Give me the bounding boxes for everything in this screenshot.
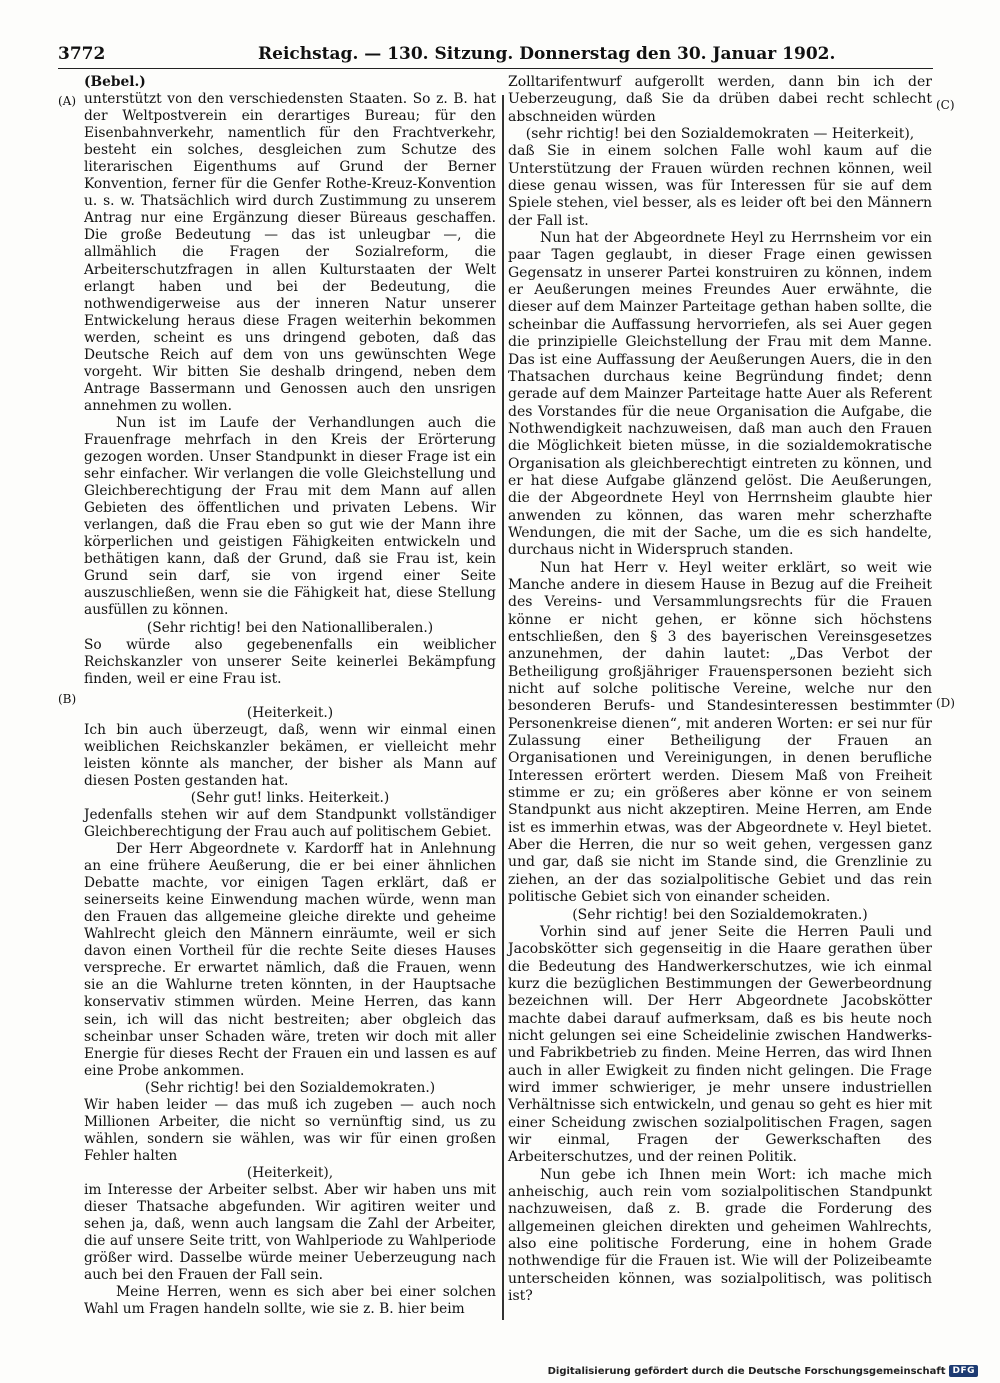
- right-column-paragraph: Nun hat Herr v. Heyl weiter erklärt, so weit wie Manche andere in diesem Hause in Bezug auf die Freiheit des Vereins- und Versammlungsrechts für die Frauen könne er nicht gehen, er könne sich höchstens entschließen, den § 3 des bayerischen Vereinsgesetzes anzunehmen, der dahin lautet: „Das Verbot der Betheiligung großjähriger Frauenspersonen bezieht sich nicht auf solche politische Vereine, welche nur den besonderen Berufs- und Standesinteressen bestimmter Personenkreise dienen“, mit anderen Worten: er sei nur für Zulassung einer Betheiligung der Frauen an Organisationen und Vereinigungen, in denen berufliche Interessen erörtert werden. Diesem Maß von Freiheit stimme er zu; ein größeres aber könne er von seinem Standpunkt aus nicht akzeptiren. Meine Herren, am Ende ist es immerhin etwas, was der Abgeordnete v. Heyl bietet. Aber die Herren, die nur so weit gehen, vergessen ganz und gar, daß sie nicht im Stande sind, die Grenzlinie zu ziehen, an der das sozialpolitische Gebiet und das rein politische Gebiet sich von einander scheiden.: [508, 559, 932, 906]
- left-column-interjection: (Sehr richtig! bei den Sozialdemokraten.): [144, 1079, 436, 1096]
- left-column-paragraph: So würde also gegebenenfalls ein weiblicher Reichskanzler von unserer Seite keinerlei Bekämpfung finden, weil er eine Frau ist.: [84, 636, 496, 687]
- right-column-paragraph: Zolltarifentwurf aufgerollt werden, dann bin ich der Ueberzeugung, daß Sie da drüben dabei recht schlecht abschneiden würden: [508, 74, 932, 125]
- right-column-interjection: (sehr richtig! bei den Sozialdemokraten — Heiterkeit),: [525, 126, 915, 143]
- right-column-interjection: (Sehr richtig! bei den Sozialdemokraten.): [572, 906, 868, 923]
- left-column-interjection: (Heiterkeit),: [246, 1164, 334, 1181]
- margin-marker-d: (D): [936, 696, 955, 710]
- left-column-interjection: (Sehr gut! links. Heiterkeit.): [190, 789, 390, 806]
- left-column: [84, 74, 496, 1318]
- margin-marker-b: (B): [58, 692, 77, 706]
- left-column-paragraph: Ich bin auch überzeugt, daß, wenn wir einmal einen weiblichen Reichskanzler bekämen, er vielleicht mehr leisten könnte als mancher, der bisher als Mann auf diesen Posten gestanden hat.: [84, 721, 496, 789]
- margin-marker-a: (A): [58, 94, 77, 108]
- left-column-paragraph: Der Herr Abgeordnete v. Kardorff hat in Anlehnung an eine frühere Aeußerung, die er bei einer ähnlichen Debatte machte, vor einigen Tagen erklärt, daß er seinerseits keine Einwendung machen würde, wenn man den Frauen das allgemeine gleiche direkte und geheime Wahlrecht gleich den Männern einräumte, weil er sich davon einen Vortheil für die rechte Seite dieses Hauses verspreche. Er erwartet nämlich, daß die Frauen, wenn sie an die Wahlurne treten könnten, in der Hauptsache konservativ stimmen würden. Meine Herren, das kann sein, ich will das nicht bestreiten; aber obgleich das scheinbar unser Schaden wäre, treten wir doch mit aller Energie für dieses Recht der Frauen ein und lassen es auf eine Probe ankommen.: [84, 841, 496, 1079]
- footer-text: Digitalisierung gefördert durch die Deutsche Forschungsgemeinschaft: [547, 1365, 946, 1377]
- page-number: 3772: [58, 44, 106, 64]
- left-column-interjection: (Sehr richtig! bei den Nationalliberalen.): [146, 619, 434, 636]
- running-title: Reichstag. — 130. Sitzung. Donnerstag den 30. Januar 1902.: [258, 44, 836, 64]
- right-column-paragraph: daß Sie in einem solchen Falle wohl kaum auf die Unterstützung der Frauen würden rechnen können, weil diese genau wissen, was für Interessen für sie auf dem Spiele stehen, viel besser, als es leider oft bei den Männern der Fall ist.: [508, 143, 932, 229]
- left-column-paragraph: unterstützt von den verschiedensten Staaten. So z. B. hat der Weltpostverein ein derartiges Bureau; für den Eisenbahnverkehr, namentlich für den Frachtverkehr, besteht ein solches, desgleichen zum Schutze des literarischen Eigenthums auf Grund der Berner Konvention, ferner für die Genfer Rothe-Kreuz-Konvention u. s. w. Thatsächlich wird durch Zustimmung zu unserem Antrag nur eine Ergänzung dieser Büreaus geschaffen. Die große Bedeutung — das ist unleugbar —, die allmählich die Fragen der Sozialreform, die Arbeiterschutzfragen in allen Kulturstaaten der Welt erlangt haben und bei der Bedeutung, die nothwendigerweise aus der inneren Natur unserer Entwickelung heraus diese Fragen weiterhin bekommen werden, scheint es uns dringend geboten, daß das Deutsche Reich auf dem von uns gewünschten Wege vorgeht. Wir bitten Sie deshalb dringend, neben dem Antrage Bassermann und Genossen auch den unsrigen annehmen zu wollen.: [84, 91, 496, 414]
- left-column-interjection: (Heiterkeit.): [246, 704, 334, 721]
- right-column-paragraph: Vorhin sind auf jener Seite die Herren Pauli und Jacobskötter sich gegenseitig in die Haare gerathen über die Bedeutung des Handwerkerschutzes, wie ich einmal kurz die bezüglichen Bestimmungen der Gewerbeordnung bezeichnen will. Der Herr Abgeordnete Jacobskötter machte dabei darauf aufmerksam, daß es bis heute noch nicht gelungen sei eine Scheidelinie zwischen Handwerks- und Fabrikbetrieb zu finden. Meine Herren, das wird Ihnen auch in aller Ewigkeit zu finden nicht gelingen. Die Frage wird immer schwieriger, je mehr unsere industriellen Verhältnisse sich entwickeln, und genau so geht es hier mit einer Scheidung zwischen sozialpolitischen Fragen, sagen wir einmal, Fragen der Gewerkschaften des Arbeiterschutzes, und der reinen Politik.: [508, 923, 932, 1166]
- right-column-paragraph: Nun hat der Abgeordnete Heyl zu Herrnsheim vor ein paar Tagen geglaubt, in dieser Frage einen gewissen Gegensatz in unserer Partei konstruiren zu können, indem er Aeußerungen meines Freundes Auer erwähnte, die dieser auf dem Mainzer Parteitage gethan haben sollte, die scheinbar die Auffassung hervorriefen, als sei Auer gegen die prinzipielle Gleichstellung der Frau mit dem Manne. Das ist eine Auffassung der Aeußerungen Auers, die in den Thatsachen durchaus keine Begründung findet; denn gerade auf dem Mainzer Parteitage hatte Auer als Referent des Vorstandes für die neue Organisation die Aufgabe, die Nothwendigkeit nachzuweisen, daß man auch den Frauen die Möglichkeit bieten müsse, in die sozialdemokratische Organisation als gleichberechtigt eintreten zu können, und er hat diese Aufgabe glänzend gelöst. Die Aeußerungen, die der Abgeordnete Heyl von Herrnsheim glaubte hier anwenden zu können, das waren mehr scherzhafte Wendungen, die mit der Sache, um die es sich handelte, durchaus nicht in Widerspruch standen.: [508, 230, 932, 559]
- right-column: [508, 74, 932, 1305]
- right-column-paragraph: Nun gebe ich Ihnen mein Wort: ich mache mich anheischig, auch rein vom sozialpolitischen Standpunkt nachzuweisen, daß z. B. grade die Forderung des allgemeinen gleichen direkten und geheimen Wahlrechts, also eine politische Forderung, eine in hohem Grade nothwendige für die Frauen ist. Wie will der Polizeibeamte unterscheiden können, was sozialpolitisch, was politisch ist?: [508, 1166, 932, 1305]
- left-column-paragraph: Nun ist im Laufe der Verhandlungen auch die Frauenfrage mehrfach in den Kreis der Erörterung gezogen worden. Unser Standpunkt in dieser Frage ist ein sehr einfacher. Wir verlangen die volle Gleichstellung und Gleichberechtigung der Frau mit dem Mann auf allen Gebieten des öffentlichen und privaten Lebens. Wir verlangen, daß die Frau eben so gut wie der Mann ihre körperlichen und geistigen Fähigkeiten entwickeln und bethätigen kann, daß der Grund, daß sie Frau ist, kein Grund sein darf, sie von irgend einer Seite auszuschließen, wenn sie die Fähigkeit hat, diese Stellung ausfüllen zu können.: [84, 414, 496, 619]
- column-divider: [502, 95, 504, 1320]
- left-column-paragraph: im Interesse der Arbeiter selbst. Aber wir haben uns mit dieser Thatsache abgefunden. Wir agitiren weiter und sehen ja, daß, wenn auch langsam die Zahl der Arbeiter, die auf unsere Seite tritt, von Wahlperiode zu Wahlperiode größer wird. Dasselbe würde meiner Ueberzeugung nach auch bei den Frauen der Fall sein.: [84, 1182, 496, 1284]
- margin-marker-c: (C): [936, 98, 955, 112]
- left-column-spacer: [84, 688, 496, 705]
- dfg-logo-icon: DFG: [949, 1365, 978, 1377]
- speaker-name: (Bebel.): [84, 74, 146, 90]
- left-column-paragraph: Jedenfalls stehen wir auf dem Standpunkt vollständiger Gleichberechtigung der Frau auch auf politischem Gebiet.: [84, 806, 496, 841]
- left-column-paragraph: Wir haben leider — das muß ich zugeben — auch noch Millionen Arbeiter, die nicht so vernünftig sind, us zu wählen, sondern sie wählen, was wir für einen großen Fehler halten: [84, 1096, 496, 1164]
- footer-credit: [548, 1365, 978, 1377]
- left-column-paragraph: Meine Herren, wenn es sich aber bei einer solchen Wahl um Fragen handeln sollte, wie sie z. B. hier beim: [84, 1284, 496, 1318]
- page-header: [58, 42, 933, 69]
